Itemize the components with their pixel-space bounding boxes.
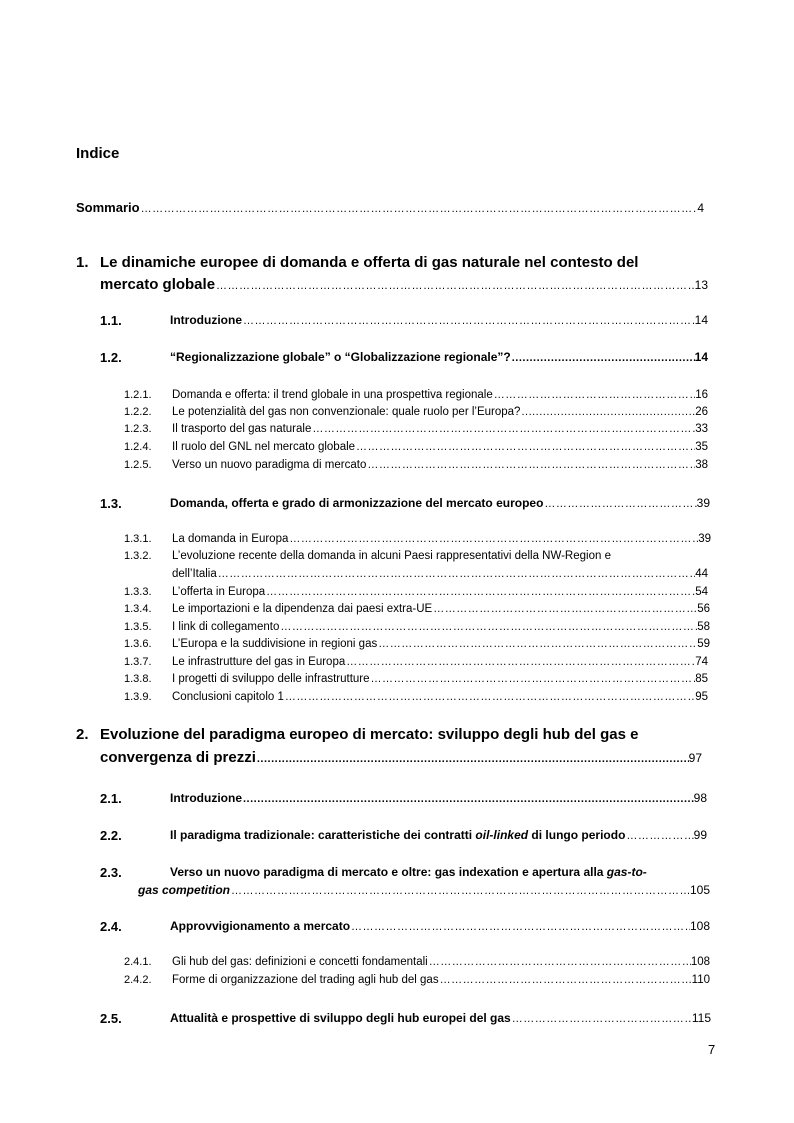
toc-entry-1-2-1[interactable] — [172, 389, 708, 401]
toc-entry-1-2-3[interactable] — [172, 423, 708, 435]
subsection-title: Le infrastrutture del gas in Europa — [172, 656, 346, 668]
section-title: Approvvigionamento a mercato — [170, 919, 351, 933]
subsection-title: Le potenzialità del gas non convenzionale: quale ruolo per l’Europa? — [172, 406, 521, 418]
toc-page-number: 105 — [689, 883, 710, 897]
toc-page-number: 13 — [694, 278, 708, 292]
dot-leader — [256, 753, 689, 765]
toc-entry-chapter-2[interactable] — [100, 749, 702, 766]
dot-leader — [625, 830, 693, 842]
toc-entry-2-5[interactable] — [170, 1011, 711, 1025]
toc-entry-1-3-7[interactable] — [172, 656, 708, 668]
dot-leader — [217, 568, 695, 580]
section-number: 1.2. — [100, 350, 122, 365]
dot-leader — [279, 621, 697, 633]
toc-page-number: 39 — [698, 533, 711, 545]
toc-entry-2-2[interactable] — [170, 828, 707, 842]
subsection-title: Il trasporto del gas naturale — [172, 423, 312, 435]
subsection-title: I link di collegamento — [172, 621, 280, 633]
subsection-title: Il ruolo del GNL nel mercato globale — [172, 441, 356, 453]
section-title-part-a: Il paradigma tradizionale: caratteristiche dei contratti — [170, 828, 476, 842]
subsection-number: 1.2.5. — [124, 459, 152, 471]
dot-leader — [242, 315, 695, 327]
toc-page-number: 99 — [693, 828, 707, 842]
toc-entry-sommario[interactable] — [76, 200, 704, 215]
toc-entry-1-2-2[interactable] — [172, 406, 708, 418]
toc-page-number: 98 — [693, 791, 707, 805]
dot-leader — [432, 603, 697, 615]
toc-entry-1-3-4[interactable] — [172, 603, 710, 615]
toc-page-number: 58 — [697, 621, 710, 633]
toc-entry-1-2-4[interactable] — [172, 441, 708, 453]
chapter-number: 2. — [76, 726, 89, 743]
toc-page-number: 54 — [695, 586, 708, 598]
dot-leader — [350, 921, 690, 933]
toc-page-number: 33 — [695, 423, 708, 435]
toc-entry-1-3-2[interactable] — [172, 568, 708, 580]
subsection-title: Gli hub del gas: definizioni e concetti fondamentali — [172, 956, 428, 968]
section-number: 2.4. — [100, 919, 122, 934]
subsection-number: 1.3.1. — [124, 533, 152, 545]
chapter-title-line1[interactable]: Le dinamiche europee di domanda e offerta di gas naturale nel contesto del — [100, 254, 639, 271]
dot-leader — [370, 673, 696, 685]
subsection-title: Verso un nuovo paradigma di mercato — [172, 459, 367, 471]
toc-entry-1-3-1[interactable] — [172, 533, 711, 545]
dot-leader — [215, 280, 695, 292]
subsection-title: L’Europa e la suddivisione in regioni gas — [172, 638, 378, 650]
toc-entry-1-3-5[interactable] — [172, 621, 710, 633]
toc-page-number: 108 — [690, 956, 710, 968]
dot-leader — [520, 406, 695, 418]
subsection-number: 1.3.4. — [124, 603, 152, 615]
section-title[interactable] — [170, 865, 647, 879]
toc-page-number: 110 — [691, 974, 710, 986]
chapter-title-line1[interactable]: Evoluzione del paradigma europeo di mercato: sviluppo degli hub del gas e — [100, 726, 639, 743]
toc-page-number: 95 — [695, 691, 708, 703]
dot-leader — [345, 656, 695, 668]
toc-page-number: 26 — [695, 406, 708, 418]
section-number: 2.3. — [100, 865, 122, 880]
dot-leader — [428, 956, 691, 968]
subsection-number: 1.2.2. — [124, 406, 152, 418]
subsection-title: Le importazioni e la dipendenza dai paesi extra-UE — [172, 603, 433, 615]
toc-entry-2-1[interactable] — [170, 791, 707, 805]
dot-leader — [511, 352, 695, 364]
toc-page-number: 108 — [689, 919, 710, 933]
toc-page-number: 14 — [694, 313, 708, 327]
toc-page-number: 56 — [697, 603, 710, 615]
dot-leader — [355, 441, 695, 453]
dot-leader — [439, 974, 692, 986]
subsection-title: La domanda in Europa — [172, 533, 289, 545]
section-number: 1.1. — [100, 313, 122, 328]
toc-entry-chapter-1[interactable] — [100, 276, 708, 293]
toc-page-number: 14 — [694, 350, 708, 364]
subsection-title: Conclusioni capitolo 1 — [172, 691, 284, 703]
chapter-title-line2: mercato globale — [100, 276, 216, 293]
section-title: Attualità e prospettive di sviluppo degli hub europei del gas — [170, 1011, 511, 1025]
toc-page-number: 59 — [697, 638, 710, 650]
dot-leader — [284, 691, 695, 703]
section-title: Domanda, offerta e grado di armonizzazione del mercato europeo — [170, 496, 544, 510]
toc-entry-title: Sommario — [76, 200, 140, 215]
toc-page-number: 35 — [695, 441, 708, 453]
toc-page-number: 16 — [695, 389, 708, 401]
toc-page-number: 4 — [697, 201, 704, 215]
dot-leader — [493, 389, 695, 401]
subsection-number: 1.3.3. — [124, 586, 152, 598]
toc-page-number: 85 — [695, 673, 708, 685]
subsection-number: 1.3.2. — [124, 550, 152, 562]
toc-entry-2-4[interactable] — [170, 919, 710, 933]
subsection-number: 1.3.6. — [124, 638, 152, 650]
section-title: Introduzione — [170, 791, 242, 805]
section-title: Introduzione — [170, 313, 242, 327]
dot-leader — [265, 586, 695, 598]
toc-page-number: 39 — [696, 496, 710, 510]
subsection-title: L’offerta in Europa — [172, 586, 266, 598]
subsection-number: 1.3.5. — [124, 621, 152, 633]
dot-leader — [288, 533, 698, 545]
toc-entry-1-3[interactable] — [170, 496, 710, 510]
dot-leader — [230, 885, 690, 897]
subsection-number: 1.3.7. — [124, 656, 152, 668]
subsection-number: 1.2.3. — [124, 423, 152, 435]
subsection-number: 1.2.1. — [124, 389, 152, 401]
section-number: 2.5. — [100, 1011, 122, 1026]
dot-leader — [543, 498, 696, 510]
dot-leader — [511, 1013, 692, 1025]
toc-entry-1-2[interactable] — [170, 350, 708, 364]
subsection-number: 1.3.8. — [124, 673, 152, 685]
section-title-italic: gas-to- — [606, 865, 647, 879]
subsection-title[interactable]: L’evoluzione recente della domanda in alcuni Paesi rappresentativi della NW-Region e — [172, 550, 611, 562]
dot-leader — [311, 423, 695, 435]
subsection-title: Domanda e offerta: il trend globale in una prospettiva regionale — [172, 389, 493, 401]
dot-leader — [140, 203, 698, 215]
section-number: 2.1. — [100, 791, 122, 806]
toc-entry-2-3[interactable] — [138, 883, 710, 897]
dot-leader — [366, 459, 695, 471]
toc-entry-1-3-3[interactable] — [172, 586, 708, 598]
chapter-number: 1. — [76, 254, 89, 271]
toc-page-number: 115 — [691, 1011, 711, 1025]
toc-page-number: 97 — [688, 751, 702, 765]
section-title-line2: gas competition — [138, 883, 231, 897]
subsection-number: 2.4.2. — [124, 974, 152, 986]
toc-page-number: 74 — [695, 656, 708, 668]
subsection-title: Forme di organizzazione del trading agli hub del gas — [172, 974, 439, 986]
page-title: Indice — [76, 145, 120, 162]
subsection-number: 2.4.1. — [124, 956, 152, 968]
section-title-part-b: di lungo periodo — [528, 828, 626, 842]
toc-entry-1-3-9[interactable] — [172, 691, 708, 703]
dot-leader — [377, 638, 697, 650]
toc-entry-2-4-1[interactable] — [172, 956, 710, 968]
section-number: 1.3. — [100, 496, 122, 511]
toc-entry-2-4-2[interactable] — [172, 974, 710, 986]
section-title: “Regionalizzazione globale” o “Globalizzazione regionale”? — [170, 350, 511, 364]
chapter-title-line2: convergenza di prezzi — [100, 749, 256, 766]
page-number: 7 — [708, 1042, 716, 1057]
toc-entry-1-3-6[interactable] — [172, 638, 710, 650]
section-number: 2.2. — [100, 828, 122, 843]
subsection-title: I progetti di sviluppo delle infrastrutture — [172, 673, 370, 685]
toc-entry-1-1[interactable] — [170, 313, 708, 327]
dot-leader — [242, 793, 694, 805]
subsection-number: 1.3.9. — [124, 691, 152, 703]
section-title-part-a: Verso un nuovo paradigma di mercato e oltre: gas indexation e apertura alla — [170, 865, 607, 879]
toc-page-number: 38 — [695, 459, 708, 471]
section-title-italic: oil-linked — [475, 828, 529, 842]
subsection-title-line2: dell’Italia — [172, 568, 217, 580]
toc-entry-1-2-5[interactable] — [172, 459, 708, 471]
section-title — [170, 828, 625, 842]
toc-entry-1-3-8[interactable] — [172, 673, 708, 685]
toc-page-number: 44 — [695, 568, 708, 580]
subsection-number: 1.2.4. — [124, 441, 152, 453]
